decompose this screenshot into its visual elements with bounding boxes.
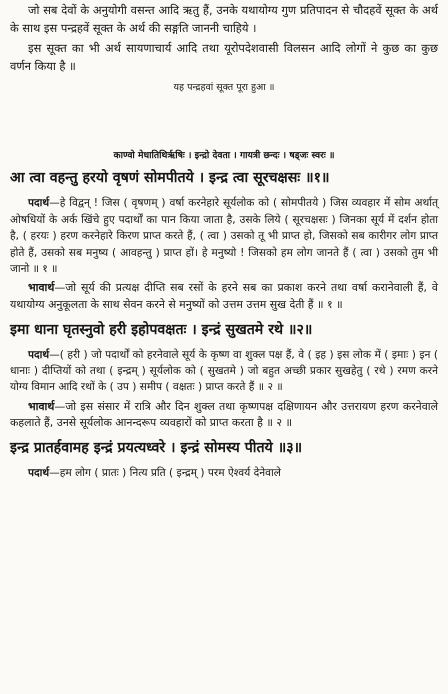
verse-1-bhavartha xyxy=(10,280,438,313)
section-closing-note: यह पन्द्रहवां सूक्त पूरा हुआ ॥ xyxy=(173,82,275,94)
verse-3-mantra: इन्द्र प्रातर्हवामह इन्द्रं प्रयत्यध्वरे । इन्द्रं सोमस्य पीतये ॥३॥ xyxy=(10,440,303,456)
verse-1-padartha-label: पदार्थ xyxy=(28,197,50,210)
verse-1-padartha-text: —हे विद्वन् ! जिस ( वृषणम् ) वर्षा करनेहारे सूर्यलोक को ( सोमपीतये ) जिस व्यवहार में सोम अर्थात् ओषधियों के अर्क खिंचे हुए पदार्थों का पान किया जाता है, उसके लिये ( सूरचक्षसः ) जिनका सूर्य में दर्शन होता है, ( हरयः ) हरण करनेहारे किरण प्राप्त करते हैं, ( त्वा ) उसको तू भी प्राप्त हो, जिसको सब कारीगर लोग प्राप्त होते हैं, उसको सब मनुष्य ( आवहन्तु ) प्राप्त हों। हे मनुष्यो ! जिसको हम लोग जानते हैं ( त्वा ) उसको तुम भी जानो ॥ १ ॥ xyxy=(10,197,438,275)
verse-3-padartha-label: पदार्थ xyxy=(28,467,50,479)
intro-paragraph-1: जो सब देवों के अनुयोगी वसन्त आदि ऋतु हैं, उनके यथायोग्य गुण प्रतिपादन से चौदहवें सूक्त के अर्थ के साथ इस पन्द्रहवें सूक्त के अर्थ की सङ्गति जाननी चाहिये । xyxy=(10,3,438,35)
verse-2-padartha-text: —( हरी ) जो पदार्थों को हरनेवाले सूर्य के कृष्ण वा शुक्ल पक्ष हैं, वे ( इह ) इस लोक में ( इमाः ) इन ( धानाः ) दीप्तियों को तथा ( इन्द्रम् ) सूर्यलोक को ( सुखतमे ) जो बहुत अच्छी प्रकार सुखहेतु ( रथे ) रमण करने योग्य विमान आदि रथों के ( उप ) समीप ( वक्षतः ) प्राप्त करते हैं ॥ २ ॥ xyxy=(10,348,438,394)
verse-1-mantra: आ त्वा वहन्तु हरयो वृषणं सोमपीतये । इन्द्र त्वा सूरचक्षसः ॥१॥ xyxy=(10,170,330,187)
verse-1-bhavartha-text: —जो सूर्य की प्रत्यक्ष दीप्ति सब रसों के हरने सब का प्रकाश करने तथा वर्षा करानेवाली हैं, वे यथायोग्य अनुकूलता के साथ सेवन करने से मनुष्यों को उत्तम उत्तम सुख देती हैं ॥ १ ॥ xyxy=(10,281,438,311)
verse-2-bhavartha xyxy=(10,399,438,432)
verse-2-bhavartha-text: —जो इस संसार में रात्रि और दिन शुक्ल तथा कृष्णपक्ष दक्षिणायन और उत्तरायण हरण करनेवाले कहलाते हैं, उनसे सूर्यलोक आनन्दरूप व्यवहारों को प्राप्त करता है ॥ २ ॥ xyxy=(10,399,438,430)
intro-paragraph-2: इस सूक्त का भी अर्थ सायणाचार्य आदि तथा यूरोपदेशवासी विलसन आदि लोगों ने कुछ का कुछ वर्णन किया है ॥ xyxy=(10,41,438,73)
hymn-metadata: काण्वो मेधातिथिर्ऋषिः । इन्द्रो देवता । गायत्री छन्दः । षड्जः स्वरः ॥ xyxy=(113,150,335,162)
verse-1-bhavartha-label: भावार्थ xyxy=(28,281,55,295)
verse-2-padartha xyxy=(10,347,438,396)
verse-2-bhavartha-label: भावार्थ xyxy=(28,399,55,413)
verse-3-padartha xyxy=(10,465,438,481)
verse-3-padartha-text: —हम लोग ( प्रातः ) नित्य प्रति ( इन्द्रम् ) परम ऐश्वर्य देनेवाले xyxy=(49,467,281,479)
verse-1-padartha xyxy=(10,195,438,277)
verse-2-padartha-label: पदार्थ xyxy=(28,348,50,361)
verse-2-mantra: इमा धाना घृतस्नुवो हरी इहोपवक्षतः । इन्द्रं सुखतमे रथे ॥२॥ xyxy=(10,321,313,338)
